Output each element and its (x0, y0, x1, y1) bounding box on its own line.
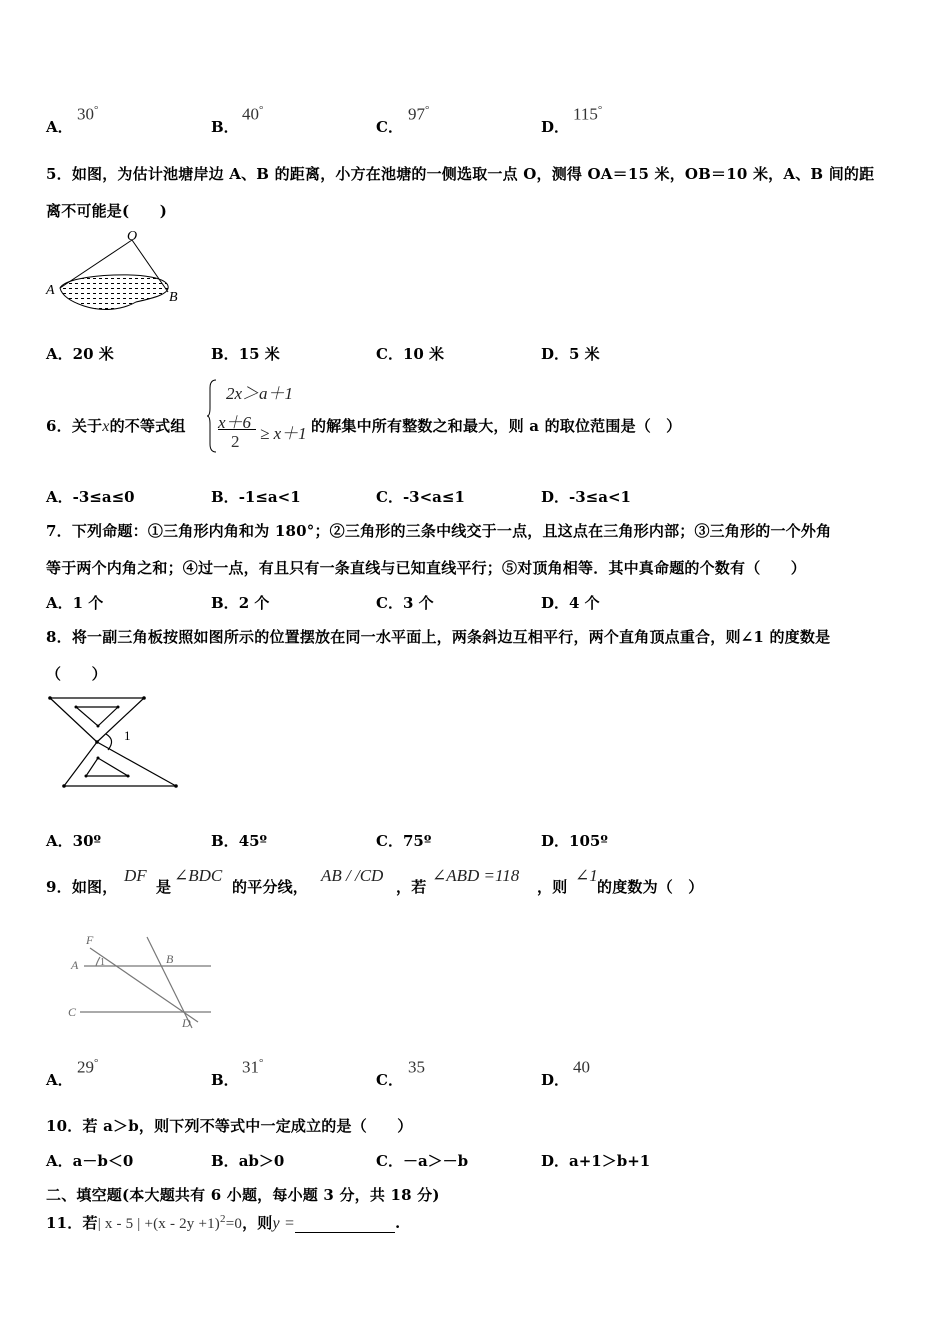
q5-figure-label-a: A (46, 283, 55, 298)
q9-part-1: 9．如图， (46, 878, 118, 896)
q4-option-c-label[interactable]: C． (376, 118, 403, 136)
q6-system-brace (206, 378, 218, 454)
q8-option-b[interactable]: B．45º (211, 832, 268, 850)
q9-math-angle-bdc: ∠BDC (174, 866, 223, 885)
q9-option-d-value: 40 (573, 1057, 590, 1077)
q7-option-a[interactable]: A．1 个 (46, 594, 104, 612)
q6-inequality-1: 2x＞a＋1 (226, 384, 294, 403)
q6-option-d[interactable]: D．-3≤a<1 (541, 488, 631, 506)
q6-inequality-2-rhs: ≥ x＋1 (260, 424, 307, 443)
q4-option-b-value: 40° (242, 104, 264, 124)
q9-figure-label-a: A (71, 958, 79, 972)
q9-part-5: ，则 (537, 878, 568, 896)
section-2-title: 二、填空题(本大题共有 6 小题，每小题 3 分，共 18 分) (46, 1186, 440, 1204)
q9-option-b-label[interactable]: B． (211, 1071, 239, 1089)
q7-option-b[interactable]: B．2 个 (211, 594, 270, 612)
q11-expression: | x - 5 | $+(x - 2y +1)^2=0$ (97, 1213, 243, 1232)
q9-figure-label-1: 1 (100, 957, 105, 968)
q5-figure-pond (44, 226, 194, 318)
q11-suffix: . (394, 1214, 401, 1232)
q7-option-d[interactable]: D．4 个 (541, 594, 600, 612)
q4-option-a-label[interactable]: A． (46, 118, 73, 136)
q9-figure-label-b: B (166, 952, 174, 966)
q11-line (46, 1212, 400, 1233)
q6-inequality-2-denominator: 2 (231, 432, 240, 451)
q11-prefix: 11．若 (46, 1214, 98, 1232)
q11-middle: ，则 (242, 1214, 273, 1232)
q9-option-c-label[interactable]: C． (376, 1071, 403, 1089)
q11-answer-blank[interactable] (295, 1218, 395, 1233)
q5-figure-label-o: O (127, 229, 138, 244)
q5-text-line1: 5．如图，为估计池塘岸边 A、B 的距离，小方在池塘的一侧选取一点 O，测得 OA＝15 米，OB＝10 米，A、B 间的距 (46, 165, 875, 183)
q5-text-line2: 离不可能是( ) (46, 202, 167, 220)
q4-option-c-value: 97° (408, 104, 430, 124)
q6-inequality-2-numerator: x＋6 (218, 413, 252, 432)
q10-option-c[interactable]: C．－a＞－b (376, 1152, 469, 1170)
q11-y-var: y = (272, 1215, 295, 1232)
q9-option-a-value: 29° (77, 1057, 99, 1077)
q7-text-line2: 等于两个内角之和；④过一点，有且只有一条直线与已知直线平行；⑤对顶角相等．其中真命题的个数有（ ） (46, 559, 807, 577)
q5-option-d[interactable]: D．5 米 (541, 345, 600, 363)
q5-figure-label-b: B (169, 290, 178, 305)
q9-option-b-value: 31° (242, 1057, 264, 1077)
q10-option-b[interactable]: B．ab＞0 (211, 1152, 285, 1170)
q8-option-d[interactable]: D．105º (541, 832, 608, 850)
q9-figure-label-f: F (86, 933, 94, 947)
q7-text-line1: 7．下列命题：①三角形内角和为 180°；②三角形的三条中线交于一点，且这点在三角形内部；③三角形的一个外角 (46, 522, 832, 540)
q4-option-b-label[interactable]: B． (211, 118, 239, 136)
q8-figure-label-angle1: 1 (124, 728, 131, 743)
q8-text-line1: 8．将一副三角板按照如图所示的位置摆放在同一水平面上，两条斜边互相平行，两个直角顶点重合，则∠1 的度数是 (46, 628, 831, 646)
q9-part-4: ，若 (396, 878, 427, 896)
q9-figure-label-c: C (68, 1005, 77, 1019)
q9-part-3: 的平分线， (232, 878, 309, 896)
q8-option-a[interactable]: A．30º (46, 832, 102, 850)
q4-option-d-value: 115° (573, 104, 603, 124)
q9-part-2: 是 (156, 878, 172, 896)
q9-option-c-value: 35 (408, 1057, 425, 1077)
q7-option-c[interactable]: C．3 个 (376, 594, 434, 612)
q9-figure-parallel-lines (66, 932, 216, 1034)
q6-fraction-bar (218, 429, 256, 430)
q9-option-a-label[interactable]: A． (46, 1071, 73, 1089)
q9-figure-label-d: D (182, 1016, 191, 1030)
q10-option-d[interactable]: D．a+1＞b+1 (541, 1152, 651, 1170)
q6-prefix: 6．关于x的不等式组 (46, 417, 186, 435)
q8-option-c[interactable]: C．75º (376, 832, 432, 850)
q4-option-a-value: 30° (77, 104, 99, 124)
q8-text-line2: （ ） (46, 665, 107, 683)
q9-math-angle-abd: ∠ABD =118 (432, 866, 520, 885)
q5-option-b[interactable]: B．15 米 (211, 345, 280, 363)
q4-option-d-label[interactable]: D． (541, 118, 570, 136)
q10-option-a[interactable]: A．a－b＜0 (46, 1152, 134, 1170)
q6-suffix: 的解集中所有整数之和最大，则 a 的取位范围是（ ） (311, 417, 682, 435)
q6-option-a[interactable]: A．-3≤a≤0 (46, 488, 135, 506)
q8-figure-triangle-rulers (46, 692, 186, 792)
q9-part-6: 的度数为（ ） (597, 878, 704, 896)
q9-option-d-label[interactable]: D． (541, 1071, 570, 1089)
q9-math-angle-1: ∠1 (575, 866, 598, 885)
q5-option-c[interactable]: C．10 米 (376, 345, 445, 363)
q9-math-df: DF (124, 866, 147, 885)
q9-math-parallel: AB / /CD (321, 866, 384, 885)
q10-text: 10．若 a＞b，则下列不等式中一定成立的是（ ） (46, 1117, 413, 1135)
q5-option-a[interactable]: A．20 米 (46, 345, 114, 363)
q6-option-c[interactable]: C．-3<a≤1 (376, 488, 465, 506)
q6-option-b[interactable]: B．-1≤a<1 (211, 488, 301, 506)
